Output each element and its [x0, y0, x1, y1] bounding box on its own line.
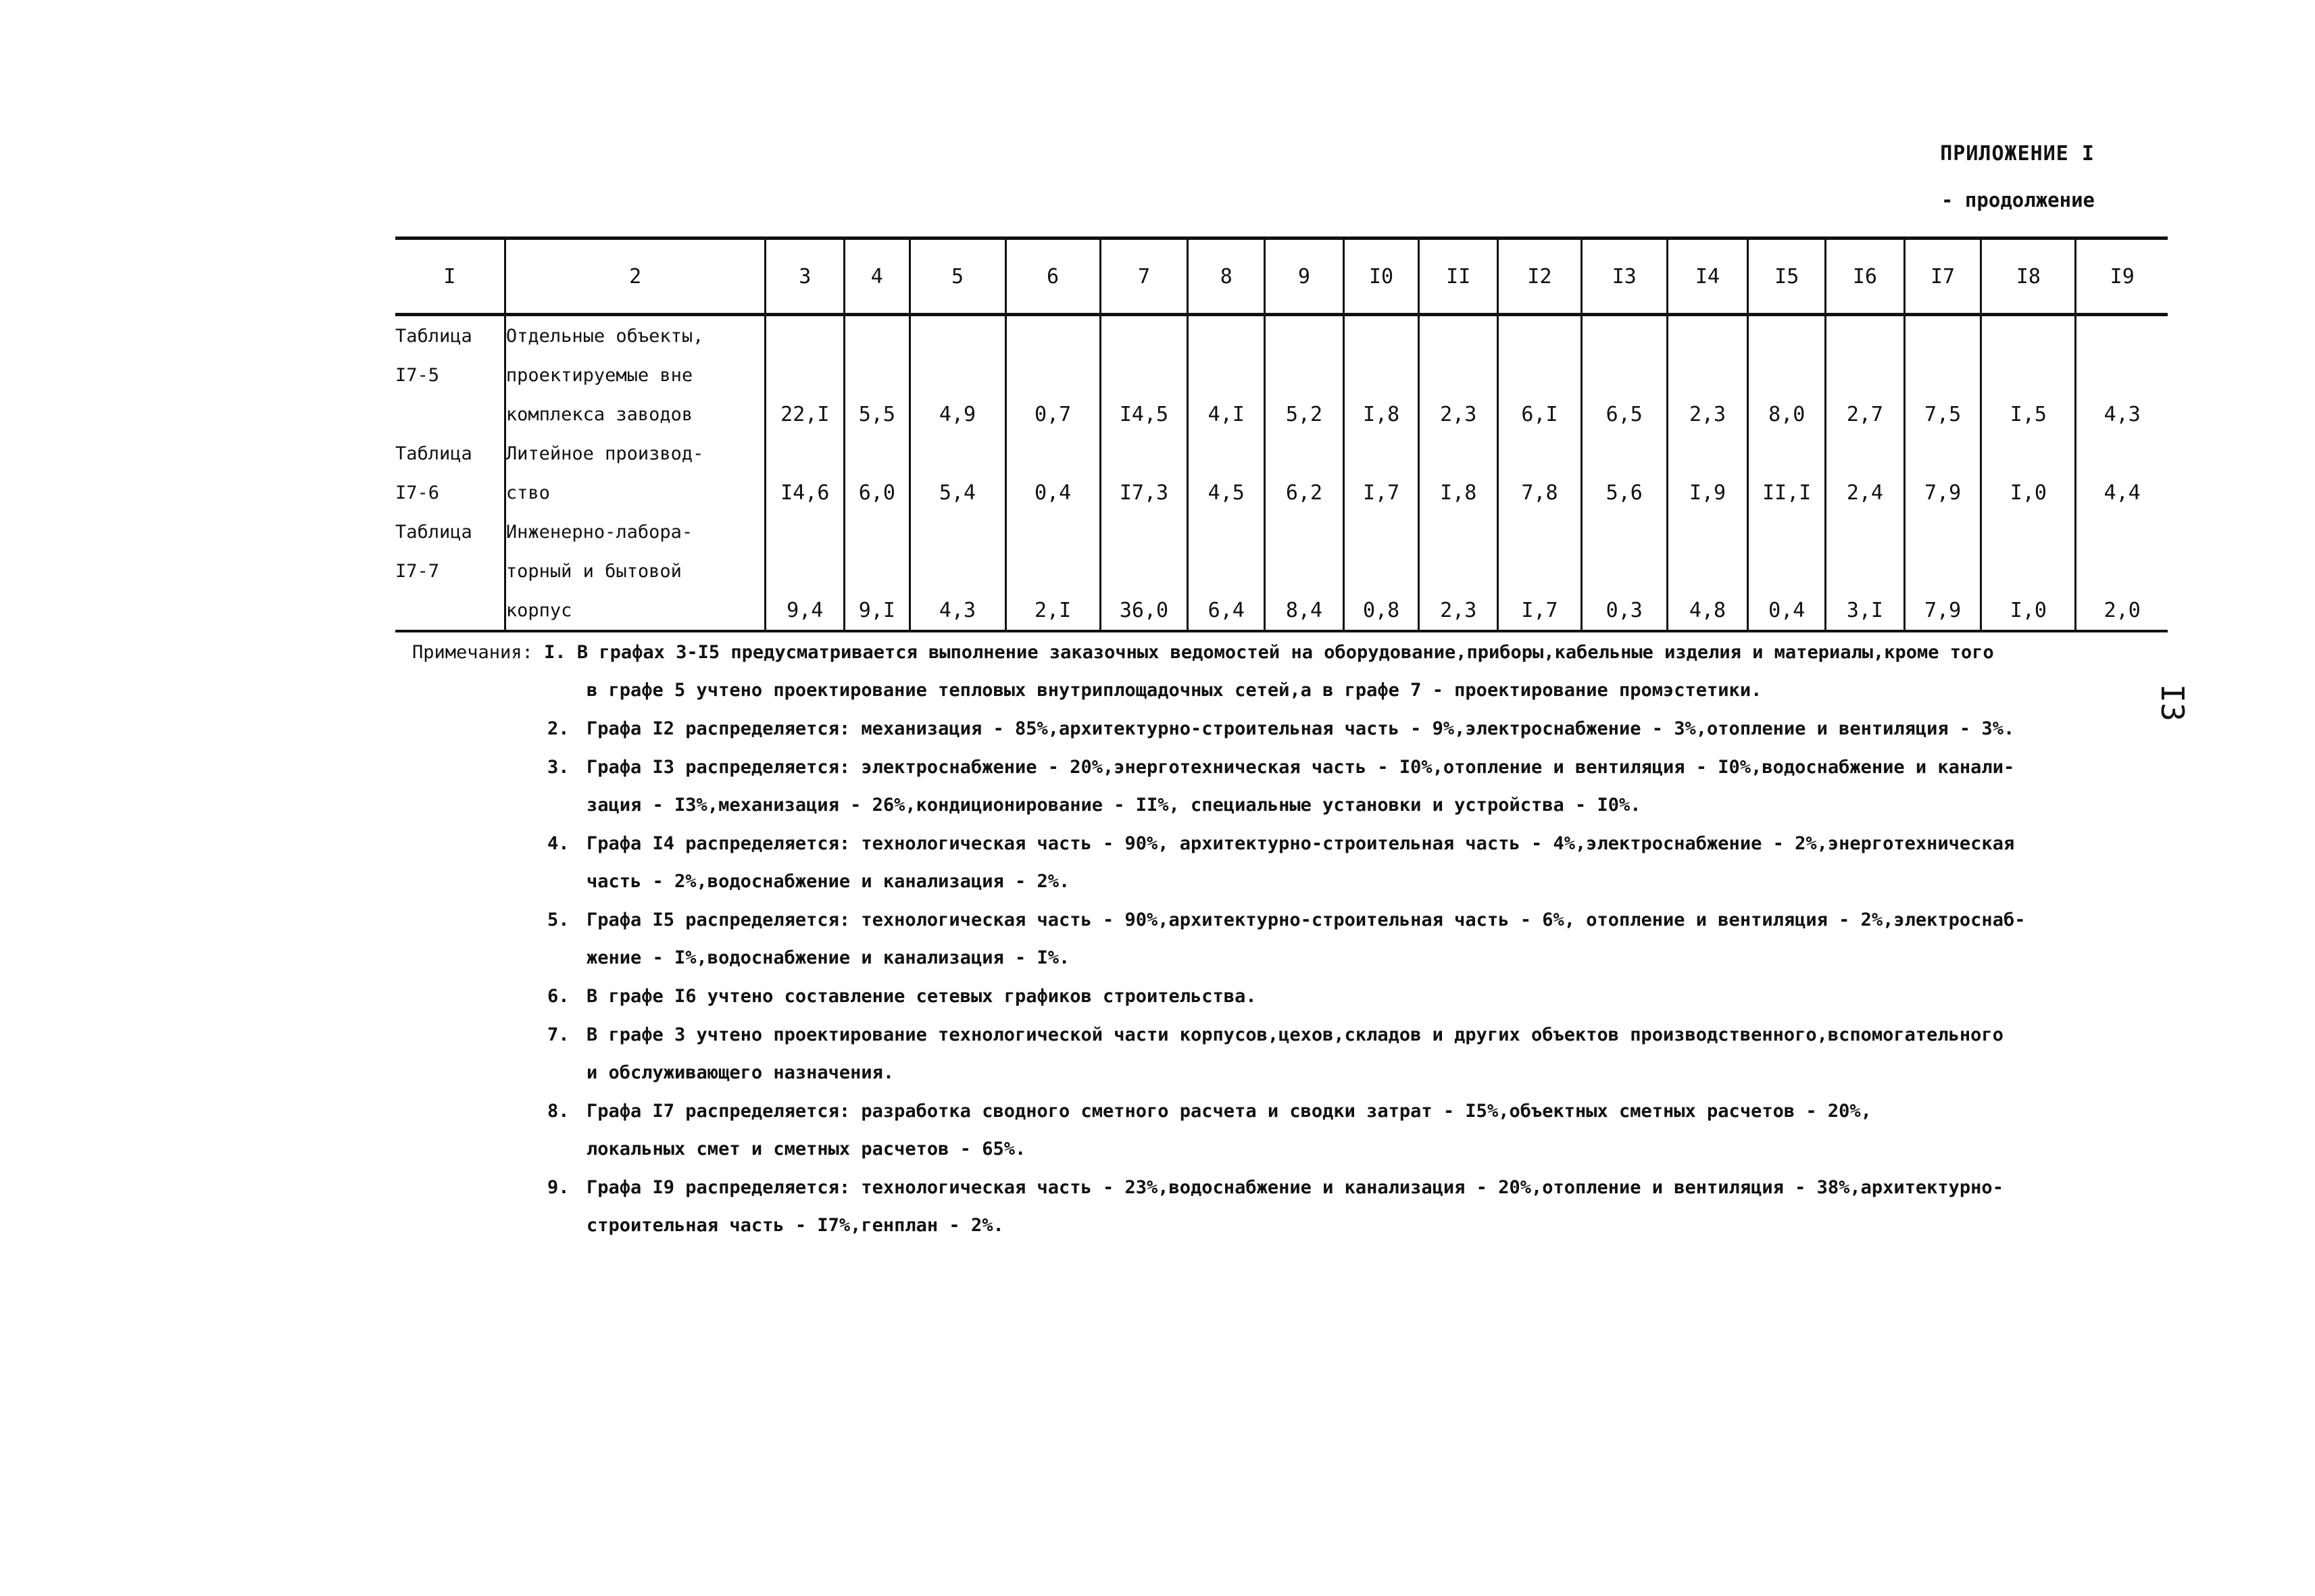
object-name-cell: проектируемые вне: [505, 355, 766, 395]
column-header: I3: [1581, 239, 1667, 315]
value-cell: [910, 434, 1005, 473]
value-cell: [1100, 434, 1188, 473]
object-name-cell: Отдельные объекты,: [505, 315, 766, 356]
value-cell: [1005, 315, 1100, 356]
value-cell: [1265, 315, 1344, 356]
value-cell: 8,0: [1748, 395, 1826, 434]
value-cell: [1826, 355, 1905, 395]
value-cell: [1188, 355, 1265, 395]
value-cell: [2076, 512, 2168, 551]
note-item: [412, 710, 2142, 748]
value-cell: [1419, 512, 1498, 551]
table-ref-cell: I7-5: [395, 355, 505, 395]
value-cell: [1904, 512, 1981, 551]
value-cell: [1748, 315, 1826, 356]
value-cell: [1343, 355, 1419, 395]
value-cell: [1498, 551, 1582, 591]
value-cell: [1100, 551, 1188, 591]
value-cell: [1981, 315, 2076, 356]
value-cell: [1581, 551, 1667, 591]
column-header: I0: [1343, 239, 1419, 315]
value-cell: 4,8: [1667, 591, 1748, 631]
value-cell: [1419, 434, 1498, 473]
value-cell: [1667, 551, 1748, 591]
note-text: В графе 3 учтено проектирование технологической части корпусов,цехов,складов и других объектов производственного,вспомогательного: [587, 1024, 2003, 1045]
table-ref-cell: I7-7: [395, 551, 505, 591]
note-number: 7.: [547, 1024, 570, 1045]
note-text: В графе I6 учтено составление сетевых графиков строительства.: [587, 986, 1257, 1007]
table-ref-cell: Таблица: [395, 512, 505, 551]
value-cell: [1981, 355, 2076, 395]
value-cell: 0,7: [1005, 395, 1100, 434]
column-header: I2: [1498, 239, 1582, 315]
value-cell: 2,4: [1826, 473, 1905, 512]
value-cell: [1667, 512, 1748, 551]
value-cell: 2,3: [1419, 395, 1498, 434]
column-header: I9: [2076, 239, 2168, 315]
value-cell: 2,0: [2076, 591, 2168, 631]
value-cell: [1826, 551, 1905, 591]
value-cell: [910, 355, 1005, 395]
note-text: и обслуживающего назначения.: [587, 1062, 895, 1083]
value-cell: [845, 355, 910, 395]
note-number: 8.: [547, 1101, 570, 1122]
object-name-cell: торный и бытовой: [505, 551, 766, 591]
table-body: [395, 315, 2168, 632]
table-row: [395, 434, 2168, 473]
note-text: локальных смет и сметных расчетов - 65%.: [587, 1139, 1026, 1159]
value-cell: [1981, 512, 2076, 551]
note-text: Графа I2 распределяется: механизация - 85%,архитектурно-строительная часть - 9%,электроснабжение - 3%,отопление и вентиляция - 3%.: [587, 718, 2015, 739]
value-cell: 9,4: [766, 591, 845, 631]
column-header: 8: [1188, 239, 1265, 315]
page-number: I3: [2154, 684, 2191, 722]
note-item: [412, 1169, 2142, 1245]
value-cell: I4,6: [766, 473, 845, 512]
value-cell: I4,5: [1100, 395, 1188, 434]
note-item: [412, 1093, 2142, 1168]
value-cell: [1667, 355, 1748, 395]
value-cell: 3,I: [1826, 591, 1905, 631]
value-cell: [766, 315, 845, 356]
value-cell: 0,8: [1343, 591, 1419, 631]
appendix-subtitle: - продолжение: [1941, 189, 2095, 211]
note-text: часть - 2%,водоснабжение и канализация - 2%.: [587, 871, 1070, 892]
value-cell: I,7: [1343, 473, 1419, 512]
value-cell: [1904, 315, 1981, 356]
value-cell: II,I: [1748, 473, 1826, 512]
note-text: Графа I4 распределяется: технологическая часть - 90%, архитектурно-строительная часть - 4%,электроснабжение - 2%,энерготехническая: [587, 833, 2015, 854]
value-cell: 4,9: [910, 395, 1005, 434]
value-cell: [1265, 512, 1344, 551]
value-cell: [845, 512, 910, 551]
value-cell: [1748, 434, 1826, 473]
table-ref-cell: Таблица: [395, 434, 505, 473]
notes-label: Примечания:: [412, 642, 533, 663]
value-cell: [1100, 355, 1188, 395]
value-cell: [910, 551, 1005, 591]
value-cell: [1265, 355, 1344, 395]
note-item: [412, 901, 2142, 977]
value-cell: I,9: [1667, 473, 1748, 512]
table-row: [395, 591, 2168, 631]
value-cell: [1667, 434, 1748, 473]
value-cell: 4,3: [910, 591, 1005, 631]
value-cell: [1005, 512, 1100, 551]
value-cell: [766, 355, 845, 395]
value-cell: [1904, 355, 1981, 395]
value-cell: [845, 551, 910, 591]
note-text: жение - I%,водоснабжение и канализация - I%.: [587, 947, 1070, 968]
value-cell: [910, 512, 1005, 551]
appendix-title: ПРИЛОЖЕНИЕ I: [1940, 142, 2095, 166]
table-row: [395, 315, 2168, 356]
value-cell: [1826, 315, 1905, 356]
value-cell: [1188, 315, 1265, 356]
value-cell: [1581, 434, 1667, 473]
column-header: I8: [1981, 239, 2076, 315]
header-block: [1824, 142, 2095, 211]
value-cell: 6,I: [1498, 395, 1582, 434]
column-header: 9: [1265, 239, 1344, 315]
column-header: II: [1419, 239, 1498, 315]
value-cell: I,0: [1981, 591, 2076, 631]
column-header: I6: [1826, 239, 1905, 315]
value-cell: [1419, 355, 1498, 395]
value-cell: 4,3: [2076, 395, 2168, 434]
value-cell: 4,I: [1188, 395, 1265, 434]
note-text: строительная часть - I7%,генплан - 2%.: [587, 1215, 1004, 1236]
column-header: 5: [910, 239, 1005, 315]
value-cell: [766, 434, 845, 473]
value-cell: 5,4: [910, 473, 1005, 512]
note-number: 6.: [547, 986, 570, 1007]
value-cell: [845, 315, 910, 356]
value-cell: [1265, 551, 1344, 591]
value-cell: 2,3: [1667, 395, 1748, 434]
value-cell: [1748, 551, 1826, 591]
column-header: 3: [766, 239, 845, 315]
note-item: [412, 978, 2142, 1016]
value-cell: [1581, 512, 1667, 551]
value-cell: [1188, 512, 1265, 551]
value-cell: I,7: [1498, 591, 1582, 631]
table-ref-cell: [395, 591, 505, 631]
value-cell: [1498, 355, 1582, 395]
value-cell: 8,4: [1265, 591, 1344, 631]
value-cell: 6,2: [1265, 473, 1344, 512]
value-cell: I,5: [1981, 395, 2076, 434]
table-ref-cell: [395, 395, 505, 434]
value-cell: 2,7: [1826, 395, 1905, 434]
value-cell: [1188, 434, 1265, 473]
value-cell: 0,3: [1581, 591, 1667, 631]
value-cell: 0,4: [1748, 591, 1826, 631]
note-number: 5.: [547, 909, 570, 930]
note-text: Графа I3 распределяется: электроснабжение - 20%,энерготехническая часть - I0%,отопление и вентиляция - I0%,водоснабжение и канали-: [587, 757, 2015, 778]
value-cell: [1005, 355, 1100, 395]
value-cell: [1981, 434, 2076, 473]
value-cell: 5,6: [1581, 473, 1667, 512]
value-cell: 5,5: [845, 395, 910, 434]
note-item: [412, 634, 2142, 672]
value-cell: I,8: [1419, 473, 1498, 512]
table-row: [395, 473, 2168, 512]
value-cell: 0,4: [1005, 473, 1100, 512]
value-cell: I,8: [1343, 395, 1419, 434]
value-cell: [1498, 512, 1582, 551]
value-cell: [1498, 434, 1582, 473]
value-cell: [1826, 434, 1905, 473]
column-header: I4: [1667, 239, 1748, 315]
value-cell: [1498, 315, 1582, 356]
value-cell: [766, 551, 845, 591]
value-cell: [1904, 551, 1981, 591]
value-cell: 2,3: [1419, 591, 1498, 631]
table-ref-cell: I7-6: [395, 473, 505, 512]
value-cell: [1188, 551, 1265, 591]
table-ref-cell: Таблица: [395, 315, 505, 356]
value-cell: [1826, 512, 1905, 551]
value-cell: [1419, 551, 1498, 591]
value-cell: [1100, 512, 1188, 551]
note-text: В графах 3-I5 предусматривается выполнение заказочных ведомостей на оборудование,приборы,кабельные изделия и материалы,кроме того: [576, 642, 1994, 663]
value-cell: [1100, 315, 1188, 356]
value-cell: [1667, 315, 1748, 356]
value-cell: [845, 434, 910, 473]
value-cell: [1343, 512, 1419, 551]
value-cell: 4,5: [1188, 473, 1265, 512]
note-text: в графе 5 учтено проектирование тепловых внутриплощадочных сетей,а в графе 7 - проектирование промэстетики.: [587, 680, 1762, 701]
note-text: Графа I9 распределяется: технологическая часть - 23%,водоснабжение и канализация - 20%,отопление и вентиляция - 38%,архитектурно-: [587, 1177, 2003, 1198]
value-cell: [2076, 551, 2168, 591]
value-cell: [1581, 355, 1667, 395]
table-row: [395, 551, 2168, 591]
note-item: [412, 1016, 2142, 1092]
note-number: 9.: [547, 1177, 570, 1198]
object-name-cell: ство: [505, 473, 766, 512]
value-cell: 4,4: [2076, 473, 2168, 512]
value-cell: 9,I: [845, 591, 910, 631]
note-text: зация - I3%,механизация - 26%,кондиционирование - II%, специальные установки и устройства - I0%.: [587, 795, 1641, 816]
value-cell: [1904, 434, 1981, 473]
value-cell: 7,9: [1904, 591, 1981, 631]
value-cell: [1748, 355, 1826, 395]
value-cell: [1343, 551, 1419, 591]
value-cell: [1581, 315, 1667, 356]
value-cell: 6,4: [1188, 591, 1265, 631]
value-cell: 5,2: [1265, 395, 1344, 434]
value-cell: [1265, 434, 1344, 473]
value-cell: I7,3: [1100, 473, 1188, 512]
value-cell: 22,I: [766, 395, 845, 434]
note-item: [412, 749, 2142, 824]
column-header: 2: [505, 239, 766, 315]
note-item: [412, 825, 2142, 901]
value-cell: 6,5: [1581, 395, 1667, 434]
value-cell: 6,0: [845, 473, 910, 512]
table-row: [395, 512, 2168, 551]
notes-section: [412, 634, 2142, 1245]
value-cell: 7,5: [1904, 395, 1981, 434]
object-name-cell: комплекса заводов: [505, 395, 766, 434]
column-header: 6: [1005, 239, 1100, 315]
column-header: 7: [1100, 239, 1188, 315]
value-cell: [1005, 551, 1100, 591]
value-cell: [1981, 551, 2076, 591]
column-header: I: [395, 239, 505, 315]
value-cell: [910, 315, 1005, 356]
value-cell: [2076, 315, 2168, 356]
value-cell: [1343, 434, 1419, 473]
table-row: [395, 355, 2168, 395]
table-header-row: [395, 239, 2168, 315]
data-table: [395, 236, 2168, 632]
object-name-cell: корпус: [505, 591, 766, 631]
column-header: 4: [845, 239, 910, 315]
note-number: 4.: [547, 833, 570, 854]
value-cell: [1005, 434, 1100, 473]
value-cell: [1343, 315, 1419, 356]
table-row: [395, 395, 2168, 434]
note-number: 2.: [547, 718, 570, 739]
object-name-cell: Литейное производ-: [505, 434, 766, 473]
column-header: I7: [1904, 239, 1981, 315]
value-cell: [1419, 315, 1498, 356]
value-cell: [1748, 512, 1826, 551]
value-cell: 7,9: [1904, 473, 1981, 512]
note-number: 3.: [547, 757, 570, 778]
column-header: I5: [1748, 239, 1826, 315]
value-cell: I,0: [1981, 473, 2076, 512]
value-cell: [2076, 434, 2168, 473]
note-text: Графа I7 распределяется: разработка сводного сметного расчета и сводки затрат - I5%,объектных сметных расчетов - 20%,: [587, 1101, 1872, 1122]
note-number: I.: [532, 642, 577, 663]
value-cell: 7,8: [1498, 473, 1582, 512]
value-cell: [2076, 355, 2168, 395]
note-text: Графа I5 распределяется: технологическая часть - 90%,архитектурно-строительная часть - 6%, отопление и вентиляция - 2%,электроснаб-: [587, 909, 2026, 930]
value-cell: 36,0: [1100, 591, 1188, 631]
value-cell: [766, 512, 845, 551]
value-cell: 2,I: [1005, 591, 1100, 631]
object-name-cell: Инженерно-лабора-: [505, 512, 766, 551]
